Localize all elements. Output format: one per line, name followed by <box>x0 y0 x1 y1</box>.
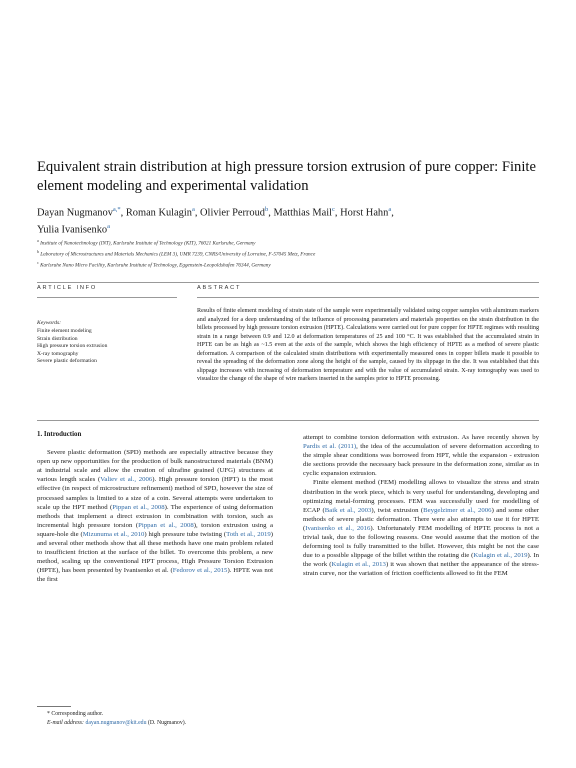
citation-link[interactable]: Kulagin et al., 2013 <box>331 561 386 569</box>
affiliation-text: Institute of Nanotechnology (INT), Karlsruhe Institute of Technology (KIT), 76021 Karlsruhe, Germany <box>38 240 256 247</box>
affiliation-text: Laboratory of Microstructures and Materials Mechanics (LEM 3), UMR 7239, CNRS/University of Lorraine, F-57045 Metz, France <box>39 251 316 258</box>
affiliation-item <box>37 237 537 248</box>
keyword-item: Finite element modeling <box>37 328 92 334</box>
email-link[interactable]: dayan.nugmanov@kit.edu <box>85 719 147 726</box>
keyword-item: Severe plastic deformation <box>37 358 97 365</box>
citation-link[interactable]: Toth et al., 2019 <box>226 530 271 538</box>
keywords-label: Keywords: <box>37 320 62 326</box>
affiliation-text: Karlsruhe Nano Micro Facility, Karlsruhe Institute of Technology, Eggenstein-Leopoldshafen 76344, Germany <box>38 262 271 269</box>
author-affiliation-marker[interactable]: b <box>264 206 269 213</box>
body-paragraph: attempt to combine torsion deformation with extrusion. As have recently shown by Pardis et al. (2011), the idea of the accumulation of severe deformation according to the simple shear conditions was borrowed from HPT, while the expansion - extrusion die sections provide the necessary back pressure in the deformation zone, similar as in cyclic expansion extrusion. <box>303 434 539 478</box>
article-info-heading: ARTICLE INFO <box>37 285 98 291</box>
abstract-heading: ABSTRACT <box>197 285 242 291</box>
affiliation-item <box>37 248 537 259</box>
body-paragraph: Finite element method (FEM) modelling allows to visualize the stress and strain distribution in the work piece, which is very useful for understanding, developing and optimizing metal-forming processes. FEM was successfully used for modelling of ECAP (Baik et al., 2003), twist extrusion (Beygelzimer et al., 2006) and some other methods of severe plastic deformation. There were also attempts to use it for HPTE (Ivanisenko et al., 2016). Unfortunately FEM modelling of HPTE process is not a trivial task, due to the following reasons. One would assume that the motion of the deforming tool is fully transmitted to the billet. However, this might be not the case due to a possible slippage of the billet within the rotating die (Kulagin et al., 2019). In the work (Kulagin et al., 2013) it was shown that neither the appearance of the stress-strain curve, nor the variation of friction coefficients allowed to fit the FEM <box>303 479 539 578</box>
citation-link[interactable]: Pippan et al., 2008 <box>138 521 194 529</box>
author-name: Matthias Mail <box>273 207 333 219</box>
author-name: Yulia Ivanisenko <box>37 224 108 236</box>
keyword-item: X-ray tomography <box>37 350 79 357</box>
affiliation-marker: c <box>37 259 39 265</box>
introduction-heading: 1. Introduction <box>37 431 82 438</box>
keyword-item: Strain distribution <box>37 335 78 342</box>
affiliation-list <box>37 237 537 270</box>
citation-link[interactable]: Pippan et al., 2008 <box>112 503 165 511</box>
left-column <box>37 430 273 585</box>
header-divider <box>37 282 539 283</box>
footnote-divider <box>37 706 71 707</box>
citation-link[interactable]: Pardis et al. (2011) <box>303 443 357 451</box>
author-name: Roman Kulagin <box>125 207 192 219</box>
article-info-divider <box>37 297 177 298</box>
email-suffix: (D. Nugmanov). <box>147 719 187 726</box>
author-affiliation-marker[interactable]: a <box>388 206 392 213</box>
abstract-divider <box>197 297 539 298</box>
affiliation-marker: a <box>37 238 39 243</box>
right-column <box>303 433 539 579</box>
author-affiliation-marker[interactable]: a <box>191 206 195 213</box>
author-name: Olivier Perroud <box>200 207 265 219</box>
citation-link[interactable]: Kulagin et al., 2019 <box>473 552 528 560</box>
footnote <box>37 710 337 728</box>
corresponding-author-note: * Corresponding author. <box>47 711 104 717</box>
email-line <box>37 719 337 728</box>
keyword-list <box>37 328 187 366</box>
author-name: Horst Hahn <box>340 207 389 219</box>
affiliation-marker: b <box>37 248 39 254</box>
affiliation-item <box>37 259 537 270</box>
author-affiliation-marker[interactable]: a <box>107 223 111 231</box>
citation-link[interactable]: Valiev et al., 2006 <box>100 476 153 484</box>
citation-link[interactable]: Fedorov et al., 2015 <box>172 567 228 575</box>
email-label: E-mail address: <box>47 719 84 726</box>
abstract-bottom-divider <box>37 420 539 421</box>
paper-title: Equivalent strain distribution at high pressure torsion extrusion of pure copper: Finite element modeling and experimental validation <box>37 159 536 194</box>
citation-link[interactable]: Ivanisenko et al., 2016 <box>305 524 371 532</box>
author-name: Dayan Nugmanov <box>37 207 113 219</box>
citation-link[interactable]: Mizunuma et al., 2010 <box>82 530 145 538</box>
citation-link[interactable]: Baik et al., 2003 <box>324 506 372 514</box>
author-list: Dayan Nugmanov$^{a,*}$, Roman Kulagin$^a$, Olivier Perroud$^b$, Matthias Mail$^c$, Horst Hahn$^a$, Yulia Ivanisenko$^a$ <box>37 206 394 236</box>
author-affiliation-marker[interactable]: c <box>332 206 335 213</box>
abstract-text: Results of finite element modeling of strain state of the sample were experimentally validated using copper samples with aluminum markers and analyzed for a deep understanding of the influence of processing parameters and materials properties on the strain distribution in the billets processed by high pressure torsion extrusion (HPTE). Calculations were carried out for pure copper for HPTE regimes with resulting strain in a range between 0.9 and 12.0 at deformation temperatures of 25 and 100 °C. It was established that the accumulated strain in HPTE can be as high as ~1.5 even at the axis of the sample, which shows the high efficiency of HPTE as a method of severe plastic deformation. A comparison of the calculated strain distributions with experimentally measured ones in copper billets made it possible to reveal the spreading of the deformation zone along the height of the sample, caused by its slippage in the die. It was established that this slippage increases with increasing of deformation temperature and with the value of accumulated strain. X-ray tomography was used to visualize the change of the shape of wire markers inserted in the samples prior to HPTE processing. <box>197 308 540 383</box>
keyword-item: High pressure torsion extrusion <box>37 343 108 350</box>
citation-link[interactable]: Beygelzimer et al., 2006 <box>423 506 492 514</box>
body-paragraph: Severe plastic deformation (SPD) methods are especially attractive because they open up new opportunities for the production of bulk nanostructured materials (BNM) at industrial scale and allow the creation of ultrafine grained (UFG) structures at various length scales (Valiev et al., 2006). High pressure torsion (HPT) is the most effective (in respect of microstructure refinement) method of SPD, however the size of processed samples is limited to a size of a coin. Several attempts were undertaken to scale up the HPT method (Pippan et al., 2008). The experience of using deformation methods that implement a direct extrusion in combination with torsion, such as incremental high pressure torsion (Pippan et al., 2008), torsion extrusion using a square-hole die (Mizunuma et al., 2010) high pressure tube twisting (Toth et al., 2019) and several other methods show that all these methods have one main problem related to insufficient friction at the surface of the billet. To overcome this problem, a new method, scaling up the conventional HPT process, High Pressure Torsion Extrusion (HPTE), has been presented by Ivanisenko et al. (Fedorov et al., 2015). HPTE was not the first <box>37 449 273 584</box>
author-affiliation-marker[interactable]: a,* <box>112 206 121 213</box>
